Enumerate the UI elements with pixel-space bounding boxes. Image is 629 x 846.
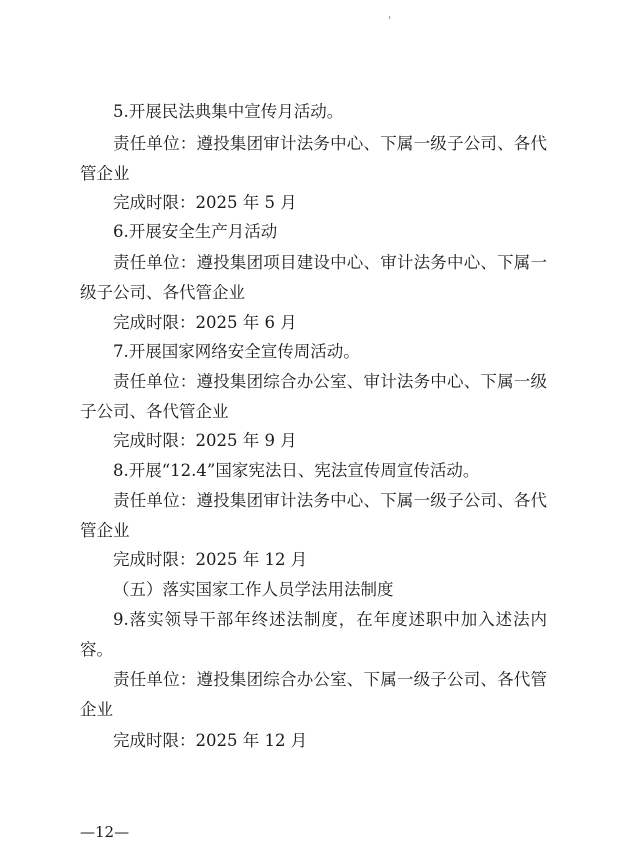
item-9-title-cont: 容。 — [80, 640, 113, 659]
item-5-responsible: 责任单位：遵投集团审计法务中心、下属一级子公司、各代 — [113, 134, 547, 153]
item-9-responsible-cont: 企业 — [80, 700, 113, 719]
page-number: —12— — [80, 823, 130, 841]
item-6-title: 6.开展安全生产月活动 — [113, 222, 278, 241]
item-6-responsible: 责任单位：遵投集团项目建设中心、审计法务中心、下属一 — [113, 253, 547, 272]
item-9-title: 9.落实领导干部年终述法制度，在年度述职中加入述法内 — [113, 610, 547, 629]
item-8-title: 8.开展“12.4”国家宪法日、宪法宣传周宣传活动。 — [113, 461, 480, 480]
item-9-responsible: 责任单位：遵投集团综合办公室、下属一级子公司、各代管 — [113, 670, 547, 689]
item-7-deadline: 完成时限：2025 年 9 月 — [113, 431, 297, 450]
item-5-responsible-cont: 管企业 — [80, 164, 130, 183]
item-8-responsible: 责任单位：遵投集团审计法务中心、下属一级子公司、各代 — [113, 491, 547, 510]
item-5-title: 5.开展民法典集中宣传月活动。 — [113, 102, 344, 121]
item-5-deadline: 完成时限：2025 年 5 月 — [113, 193, 297, 212]
item-7-title: 7.开展国家网络安全宣传周活动。 — [113, 342, 360, 361]
item-7-responsible-cont: 子公司、各代管企业 — [80, 402, 229, 421]
item-6-responsible-cont: 级子公司、各代管企业 — [80, 283, 245, 302]
scan-mark — [389, 16, 390, 19]
item-8-responsible-cont: 管企业 — [80, 521, 130, 540]
section-5-heading: （五）落实国家工作人员学法用法制度 — [113, 580, 394, 599]
item-9-deadline: 完成时限：2025 年 12 月 — [113, 731, 308, 750]
item-7-responsible: 责任单位：遵投集团综合办公室、审计法务中心、下属一级 — [113, 372, 547, 391]
item-8-deadline: 完成时限：2025 年 12 月 — [113, 550, 308, 569]
item-6-deadline: 完成时限：2025 年 6 月 — [113, 313, 297, 332]
